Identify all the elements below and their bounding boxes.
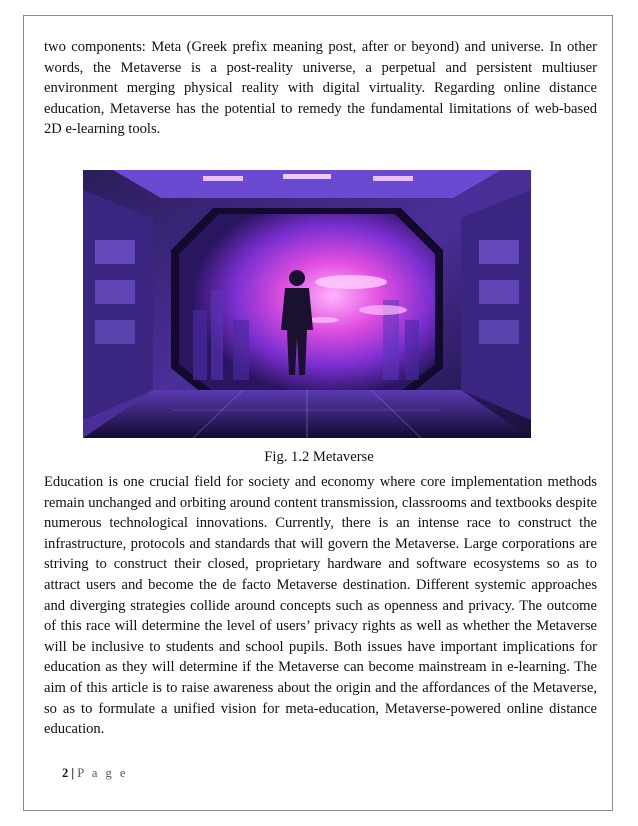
paragraph-metaverse-definition: two components: Meta (Greek prefix meaning post, after or beyond) and universe. In other words, the Metaverse is a post-reality universe, a perpetual and persistent multiuser environment merging physical reality with digital virtuality. Regarding online distance education, Metaverse has the potential to remedy the fundamental limitations of web-based 2D e-learning tools. (44, 39, 597, 138)
sci-fi-corridor-illustration (83, 170, 531, 438)
page-footer (62, 766, 128, 781)
page-separator: | (71, 766, 75, 780)
page-label: P a g e (77, 766, 128, 780)
page-number: 2 (62, 766, 69, 780)
paragraph-education-metaverse: Education is one crucial field for society and economy where core implementation methods remain unchanged and orbiting around content transmission, classrooms and textbooks despite numerous technological innovations. Currently, there is an intense race to construct the infrastructure, protocols and standards that will govern the Metaverse. Large corporations are striving to construct their closed, proprietary hardware and software ecosystems so as to attract users and become the de facto Metaverse destination. Different systemic approaches and diverging strategies collide around concepts such as openness and privacy. The outcome of this race will determine the level of users’ privacy rights as well as whether the Metaverse will be inclusive to students and school pupils. Both issues have important implications for education as they will determine if the Metaverse can become mainstream in e-learning. The aim of this article is to raise awareness about the origin and the affordances of the Metaverse, so as to formulate a unified vision for meta-education, Metaverse-powered online distance education. (44, 474, 597, 738)
metaverse-figure-image (83, 170, 531, 438)
figure-caption: Fig. 1.2 Metaverse (264, 449, 374, 465)
